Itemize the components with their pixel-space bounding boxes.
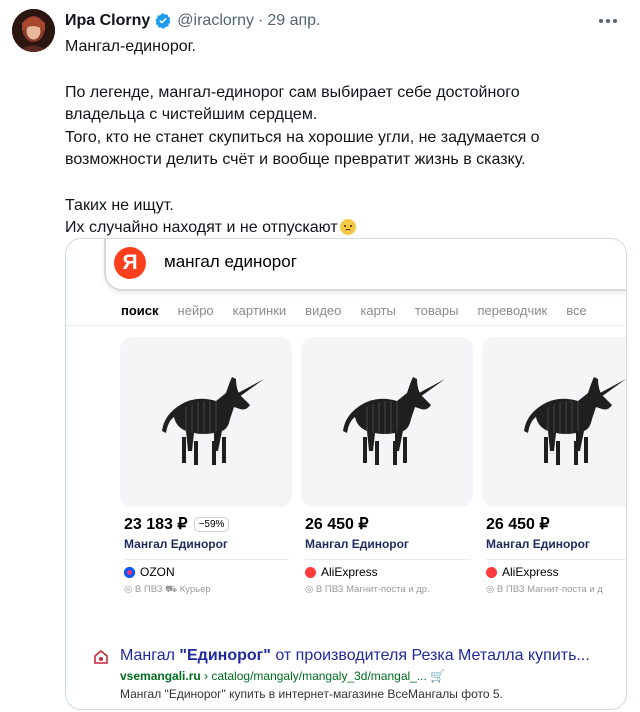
tab-translator: переводчик bbox=[477, 303, 548, 318]
result-description: Мангал "Единорог" купить в интернет-магазине ВсеМангалы фото 5. bbox=[120, 687, 503, 701]
result-domain: vsemangali.ru bbox=[120, 669, 201, 683]
yandex-logo-icon: Я bbox=[114, 247, 146, 279]
delivery-info: ◎ В ПВЗ Магнит-поста и др. bbox=[305, 584, 430, 595]
product-card bbox=[301, 337, 473, 605]
product-price bbox=[124, 514, 229, 534]
tweet-line: Таких не ищут. bbox=[65, 196, 174, 214]
shop-name bbox=[486, 565, 559, 579]
search-bar[interactable] bbox=[104, 239, 627, 291]
unicorn-grill-image bbox=[327, 367, 447, 477]
search-query: мангал единорог bbox=[164, 252, 297, 271]
aliexpress-logo-icon bbox=[486, 567, 497, 578]
price-value: 26 450 ₽ bbox=[486, 516, 550, 533]
tweet-line: владельца с чистейшим сердцем. bbox=[65, 106, 318, 123]
result-path: › catalog/mangaly/mangaly_3d/mangal_... bbox=[200, 669, 427, 683]
result-title-bold: "Единорог" bbox=[179, 647, 271, 664]
author-handle[interactable]: @iraclorny bbox=[177, 12, 254, 29]
tab-maps: карты bbox=[360, 303, 396, 318]
product-card bbox=[482, 337, 627, 605]
tweet-line-last bbox=[65, 217, 625, 240]
product-image bbox=[482, 337, 627, 507]
avatar[interactable] bbox=[12, 9, 55, 52]
shop-name bbox=[124, 565, 175, 579]
tab-goods: товары bbox=[414, 303, 459, 318]
tweet-line-text: Их случайно находят и не отпускают bbox=[65, 219, 338, 236]
product-title: Мангал Единорог bbox=[305, 537, 409, 551]
discount-badge: −59% bbox=[194, 517, 230, 532]
price-value: 26 450 ₽ bbox=[305, 516, 369, 533]
tab-images: картинки bbox=[232, 303, 287, 318]
card-divider bbox=[305, 559, 470, 560]
avatar-image bbox=[12, 9, 55, 52]
aliexpress-logo-icon bbox=[305, 567, 316, 578]
tweet-media-image[interactable] bbox=[65, 238, 627, 710]
tweet-line: Того, кто не станет скупиться на хорошие угли, не задумается о bbox=[65, 128, 540, 146]
unicorn-grill-image bbox=[146, 367, 266, 477]
product-image bbox=[301, 337, 473, 507]
shop-label: OZON bbox=[140, 565, 175, 579]
tweet-line: Мангал-единорог. bbox=[65, 38, 196, 55]
author-name[interactable]: Ира Clorny bbox=[65, 12, 151, 29]
product-card bbox=[120, 337, 292, 605]
site-favicon-icon bbox=[94, 650, 108, 664]
shop-label: AliExpress bbox=[502, 565, 559, 579]
tab-all: все bbox=[566, 303, 587, 318]
unicorn-grill-image bbox=[508, 367, 627, 477]
result-url bbox=[120, 669, 445, 683]
tab-neuro: нейро bbox=[177, 303, 214, 318]
pleading-face-emoji-icon bbox=[340, 219, 356, 235]
price-value: 23 183 ₽ bbox=[124, 516, 188, 533]
verified-badge-icon bbox=[154, 12, 172, 30]
more-options-icon[interactable] bbox=[596, 12, 620, 30]
ozon-logo-icon bbox=[124, 567, 135, 578]
product-price bbox=[305, 514, 369, 534]
product-image bbox=[120, 337, 292, 507]
delivery-info: ◎ В ПВЗ ⛟ Курьер bbox=[124, 584, 211, 595]
search-tabs bbox=[121, 303, 606, 318]
result-title-link bbox=[120, 647, 590, 665]
tab-search: поиск bbox=[121, 303, 159, 318]
tweet-header bbox=[65, 10, 320, 32]
result-title-pre: Мангал bbox=[120, 647, 180, 664]
tweet-text bbox=[65, 36, 625, 240]
tweet-line: возможности делить счёт и вообще превратит жизнь в сказку. bbox=[65, 151, 526, 168]
tab-video: видео bbox=[305, 303, 342, 318]
tabs-divider bbox=[66, 325, 626, 326]
card-divider bbox=[486, 559, 627, 560]
product-title: Мангал Единорог bbox=[486, 537, 590, 551]
shop-name bbox=[305, 565, 378, 579]
cart-icon: 🛒 bbox=[430, 669, 446, 683]
product-price bbox=[486, 514, 550, 534]
tweet-date[interactable]: 29 апр. bbox=[267, 12, 321, 29]
separator-dot: · bbox=[258, 12, 264, 29]
product-title: Мангал Единорог bbox=[124, 537, 228, 551]
delivery-info: ◎ В ПВЗ Магнит-поста и д bbox=[486, 584, 603, 595]
card-divider bbox=[124, 559, 289, 560]
shop-label: AliExpress bbox=[321, 565, 378, 579]
result-title-post: от производителя Резка Металла купить... bbox=[270, 647, 590, 664]
tweet-line: По легенде, мангал-единорог сам выбирает себе достойного bbox=[65, 83, 520, 101]
